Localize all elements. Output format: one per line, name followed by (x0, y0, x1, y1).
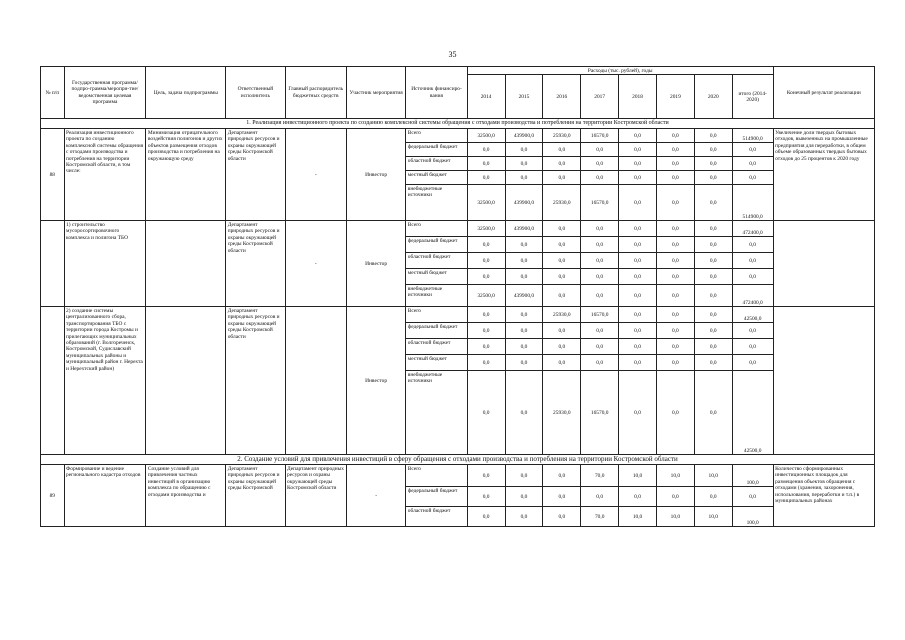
value-cell: 0,0 (581, 339, 619, 355)
value-cell: 0,0 (656, 171, 694, 185)
row-number: 88 (41, 129, 65, 221)
source-cell: областной бюджет (406, 157, 467, 171)
value-cell: 0,0 (694, 171, 732, 185)
source-cell: внебюджетные источники (406, 185, 467, 221)
row-number: 89 (41, 465, 65, 527)
value-cell: 0,0 (656, 221, 694, 237)
participant-cell: Инвестор (346, 129, 405, 221)
value-cell: 0,0 (694, 355, 732, 371)
value-cell: 0,0 (694, 323, 732, 339)
header-main-manager: Главный распорядитель бюджетных средств (285, 67, 346, 119)
total-cell: 0,0 (732, 355, 773, 371)
section-title: 2. Создание условий для привлечения инвестиций в сферу обращения с отходами производства и потребления на территории Костромской области (41, 455, 875, 465)
value-cell: 0,0 (656, 129, 694, 143)
source-cell: Всего (406, 129, 467, 143)
value-cell: 0,0 (619, 323, 657, 339)
total-cell: 0,0 (732, 157, 773, 171)
value-cell: 0,0 (505, 323, 543, 339)
value-cell: 0,0 (581, 487, 619, 507)
source-cell: внебюджетные источники (406, 371, 467, 455)
value-cell: 0,0 (656, 371, 694, 455)
source-cell: федеральный бюджет (406, 323, 467, 339)
value-cell: 0,0 (656, 269, 694, 285)
header-result: Конечный результат реализации (773, 67, 874, 119)
value-cell: 0,0 (581, 237, 619, 253)
value-cell: 0,0 (694, 237, 732, 253)
value-cell: 0,0 (656, 307, 694, 323)
source-cell: федеральный бюджет (406, 237, 467, 253)
value-cell: 0,0 (656, 339, 694, 355)
source-cell: Всего (406, 465, 467, 487)
result-cell (773, 307, 874, 455)
value-cell: 32500,0 (467, 221, 505, 237)
value-cell: 0,0 (656, 323, 694, 339)
value-cell: 10,0 (656, 507, 694, 527)
total-cell: 0,0 (732, 171, 773, 185)
value-cell: 0,0 (581, 143, 619, 157)
value-cell: 70,0 (581, 465, 619, 487)
total-cell: 0,0 (732, 253, 773, 269)
value-cell: 0,0 (694, 339, 732, 355)
value-cell: 0,0 (505, 465, 543, 487)
page-number: 35 (448, 50, 457, 59)
value-cell: 0,0 (694, 371, 732, 455)
value-cell: 0,0 (694, 221, 732, 237)
total-cell: 100,0 (732, 507, 773, 527)
header-year: 2015 (505, 75, 543, 119)
value-cell: 0,0 (619, 307, 657, 323)
goal-cell (146, 221, 226, 307)
value-cell: 0,0 (467, 307, 505, 323)
source-cell: местный бюджет (406, 171, 467, 185)
total-cell: 0,0 (732, 323, 773, 339)
value-cell: 0,0 (619, 269, 657, 285)
value-cell: 0,0 (505, 157, 543, 171)
value-cell: 439900,0 (505, 129, 543, 143)
header-goal: Цель, задача подпрограммы (146, 67, 226, 119)
total-cell: 42500,0 (732, 307, 773, 323)
value-cell: 0,0 (543, 487, 581, 507)
value-cell: 0,0 (656, 143, 694, 157)
value-cell: 439900,0 (505, 185, 543, 221)
value-cell: 0,0 (619, 171, 657, 185)
value-cell: 439900,0 (505, 285, 543, 307)
value-cell: 0,0 (619, 253, 657, 269)
participant-cell: - (346, 465, 405, 527)
total-cell: 472400,0 (732, 221, 773, 237)
total-cell: 514900,0 (732, 129, 773, 143)
table-row (41, 307, 875, 323)
goal-cell: Минимизация отрицательного воздействия полигонов и других объектов размещения отходов производства и потребления на окружающую среду (146, 129, 226, 221)
program-cell: 1) строительство мусоросортировочного комплекса и полигона ТБО (64, 221, 146, 307)
budget-table (40, 66, 875, 527)
value-cell: 0,0 (581, 323, 619, 339)
value-cell: 0,0 (694, 487, 732, 507)
program-cell: 2) создание системы централизованного сбора, транспортирования ТБО с территории города Костромы и прилегающих муниципальных образований (г. Волгореченск, Костромской, Судиславский муниципальных районы и муниципальный район г. Нерехта и Нерехтский район) (64, 307, 146, 455)
row-number (41, 307, 65, 455)
value-cell: 0,0 (619, 157, 657, 171)
value-cell: 0,0 (505, 171, 543, 185)
value-cell: 0,0 (505, 507, 543, 527)
total-cell: 0,0 (732, 269, 773, 285)
source-cell: федеральный бюджет (406, 487, 467, 507)
header-year: 2019 (656, 75, 694, 119)
total-cell: 472400,0 (732, 285, 773, 307)
source-cell: местный бюджет (406, 269, 467, 285)
value-cell: 32500,0 (467, 129, 505, 143)
value-cell: 0,0 (505, 253, 543, 269)
responsible-cell: Департамент природных ресурсов и охраны окружающей среды Костромской области (226, 221, 285, 307)
value-cell: 0,0 (619, 143, 657, 157)
value-cell: 10,0 (694, 465, 732, 487)
value-cell: 0,0 (656, 253, 694, 269)
header-program: Государственная программа/подпро-грамма/меропри-тие/ведомственная целевая программа (64, 67, 146, 119)
value-cell: 32500,0 (467, 185, 505, 221)
value-cell: 0,0 (543, 355, 581, 371)
total-cell: 100,0 (732, 465, 773, 487)
value-cell: 0,0 (694, 143, 732, 157)
value-cell: 0,0 (581, 355, 619, 371)
total-cell: 0,0 (732, 339, 773, 355)
total-cell: 0,0 (732, 237, 773, 253)
program-cell: Реализация инвестиционного проекта по созданию комплексной системы обращения с отходами производства и потребления на территории Костромской области, в том числе: (64, 129, 146, 221)
table-row (41, 129, 875, 143)
header-no: № п/п (41, 67, 65, 119)
value-cell: 0,0 (505, 143, 543, 157)
header-year: 2018 (619, 75, 657, 119)
value-cell: 0,0 (581, 157, 619, 171)
result-cell: Количество сформированных инвестиционных площадок для размещения объектов обращения с отходами (хранения, захоронения, использования, переработки и т.п.) в муниципальных районах (773, 465, 874, 527)
value-cell: 0,0 (467, 323, 505, 339)
value-cell: 0,0 (467, 253, 505, 269)
value-cell: 0,0 (581, 253, 619, 269)
value-cell: 70,0 (581, 507, 619, 527)
value-cell: 0,0 (543, 157, 581, 171)
value-cell: 25930,0 (543, 371, 581, 455)
value-cell: 0,0 (581, 221, 619, 237)
value-cell: 0,0 (694, 285, 732, 307)
value-cell: 0,0 (694, 157, 732, 171)
value-cell: 32500,0 (467, 285, 505, 307)
value-cell: 0,0 (467, 371, 505, 455)
value-cell: 0,0 (694, 269, 732, 285)
source-cell: областной бюджет (406, 507, 467, 527)
value-cell: 0,0 (656, 487, 694, 507)
value-cell: 0,0 (543, 253, 581, 269)
value-cell: 25930,0 (543, 185, 581, 221)
value-cell: 0,0 (619, 129, 657, 143)
table-row (41, 465, 875, 487)
manager-cell (285, 307, 346, 455)
manager-cell: - (285, 129, 346, 221)
value-cell: 0,0 (467, 465, 505, 487)
value-cell: 0,0 (581, 171, 619, 185)
value-cell: 10,0 (619, 465, 657, 487)
source-cell: местный бюджет (406, 355, 467, 371)
value-cell: 0,0 (467, 143, 505, 157)
value-cell: 0,0 (694, 129, 732, 143)
total-cell: 42500,0 (732, 371, 773, 455)
value-cell: 0,0 (619, 221, 657, 237)
value-cell: 0,0 (505, 307, 543, 323)
value-cell: 0,0 (581, 285, 619, 307)
value-cell: 0,0 (543, 339, 581, 355)
header-source: Источник финансиро-вания (406, 67, 467, 119)
value-cell: 0,0 (467, 339, 505, 355)
value-cell: 0,0 (505, 269, 543, 285)
value-cell: 0,0 (581, 269, 619, 285)
value-cell: 439900,0 (505, 221, 543, 237)
header-year: 2017 (581, 75, 619, 119)
section-title: 1. Реализация инвестиционного проекта по созданию комплексной системы обращения с отходами производства и потребления на территории Костромской области (41, 119, 875, 129)
header-participants: Участник мероприятия (346, 67, 405, 119)
result-cell (773, 221, 874, 307)
value-cell: 0,0 (505, 371, 543, 455)
value-cell: 0,0 (505, 487, 543, 507)
total-cell: 0,0 (732, 487, 773, 507)
value-cell: 0,0 (505, 355, 543, 371)
value-cell: 0,0 (467, 157, 505, 171)
value-cell: 0,0 (619, 487, 657, 507)
source-cell: внебюджетные источники (406, 285, 467, 307)
value-cell: 16570,0 (581, 129, 619, 143)
value-cell: 0,0 (467, 507, 505, 527)
value-cell: 0,0 (619, 237, 657, 253)
value-cell: 0,0 (467, 237, 505, 253)
value-cell: 0,0 (467, 487, 505, 507)
value-cell: 0,0 (467, 269, 505, 285)
value-cell: 0,0 (619, 339, 657, 355)
value-cell: 0,0 (543, 465, 581, 487)
value-cell: 0,0 (619, 371, 657, 455)
value-cell: 0,0 (543, 237, 581, 253)
value-cell: 10,0 (656, 465, 694, 487)
source-cell: федеральный бюджет (406, 143, 467, 157)
value-cell: 0,0 (694, 253, 732, 269)
value-cell: 10,0 (694, 507, 732, 527)
value-cell: 0,0 (543, 323, 581, 339)
responsible-cell: Департамент природных ресурсов и охраны окружающей среды Костромской области (226, 129, 285, 221)
table-row (41, 221, 875, 237)
value-cell: 0,0 (656, 185, 694, 221)
value-cell: 0,0 (694, 185, 732, 221)
participant-cell: Инвестор (346, 221, 405, 307)
value-cell: 0,0 (505, 339, 543, 355)
total-cell: 514900,0 (732, 185, 773, 221)
result-cell: Увеличение доли твердых бытовых отходов, вывезенных на промышленные предприятия для переработки, в общем объеме образованных твердых бытовых отходов до 25 процентов к 2020 году (773, 129, 874, 221)
value-cell: 0,0 (543, 171, 581, 185)
value-cell: 0,0 (543, 269, 581, 285)
total-cell: 0,0 (732, 143, 773, 157)
value-cell: 0,0 (543, 285, 581, 307)
goal-cell (146, 307, 226, 455)
value-cell: 0,0 (467, 355, 505, 371)
value-cell: 0,0 (543, 507, 581, 527)
value-cell: 16570,0 (581, 185, 619, 221)
responsible-cell: Департамент природных ресурсов и охраны окружающей среды Костромской области (226, 307, 285, 455)
value-cell: 0,0 (467, 171, 505, 185)
value-cell: 0,0 (543, 221, 581, 237)
value-cell: 25930,0 (543, 129, 581, 143)
goal-cell: Создание условий для привлечения частных инвестиций в организацию комплекса по обращению с отходами производства и (146, 465, 226, 527)
responsible-cell: Департамент природных ресурсов и охраны окружающей среды Костромской (226, 465, 285, 527)
header-year: 2014 (467, 75, 505, 119)
value-cell: 16570,0 (581, 371, 619, 455)
value-cell: 0,0 (505, 237, 543, 253)
header-total: итого (2014-2020) (732, 75, 773, 119)
row-number (41, 221, 65, 307)
participant-cell: Инвестор (346, 307, 405, 455)
header-expenses: Расходы (тыс. рублей), годы (467, 67, 773, 75)
value-cell: 0,0 (619, 355, 657, 371)
header-responsible: Ответственный исполнитель (226, 67, 285, 119)
manager-cell: Департамент природных ресурсов и охраны окружающей среды Костромской области (285, 465, 346, 527)
source-cell: Всего (406, 307, 467, 323)
value-cell: 16570,0 (581, 307, 619, 323)
program-cell: Формирование и ведение регионального кадастра отходов (64, 465, 146, 527)
header-year: 2016 (543, 75, 581, 119)
value-cell: 0,0 (694, 307, 732, 323)
value-cell: 0,0 (656, 285, 694, 307)
value-cell: 0,0 (656, 355, 694, 371)
source-cell: областной бюджет (406, 339, 467, 355)
manager-cell: - (285, 221, 346, 307)
value-cell: 0,0 (656, 237, 694, 253)
value-cell: 0,0 (656, 157, 694, 171)
source-cell: Всего (406, 221, 467, 237)
value-cell: 0,0 (543, 143, 581, 157)
value-cell: 0,0 (619, 285, 657, 307)
value-cell: 25930,0 (543, 307, 581, 323)
header-year: 2020 (694, 75, 732, 119)
source-cell: областной бюджет (406, 253, 467, 269)
value-cell: 10,0 (619, 507, 657, 527)
value-cell: 0,0 (619, 185, 657, 221)
